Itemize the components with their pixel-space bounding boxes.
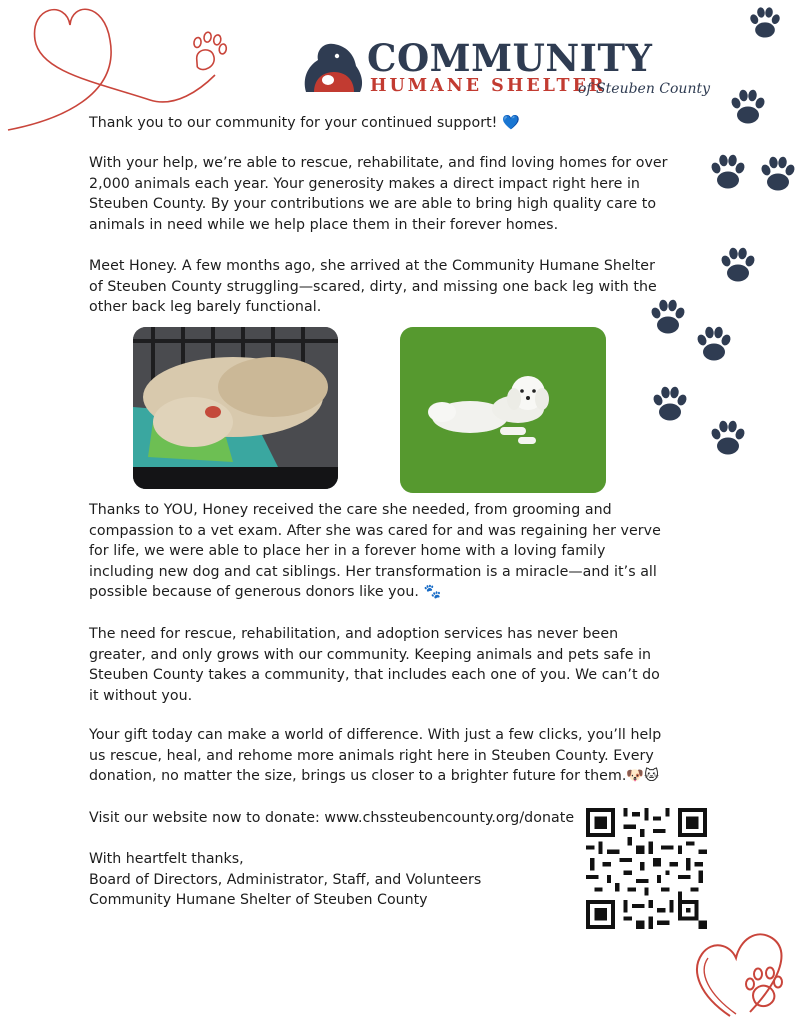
honey-after-photo — [400, 327, 606, 493]
donate-website-text: Visit our website now to donate: www.chssteubencounty.org/donate — [89, 810, 575, 826]
qr-code-icon[interactable] — [586, 808, 707, 929]
paw-icon — [650, 382, 690, 422]
need-paragraph: The need for rescue, rehabilitation, and adoption services has never been greater, and only grows with our community. Keeping animals and pets safe in Steuben County takes a community, that includes each one of you. We can’t do it without you. — [89, 626, 660, 704]
paw-icon — [708, 150, 748, 190]
signature-line-2: Community Humane Shelter of Steuben County — [89, 892, 428, 909]
honey-story-paragraph: Thanks to YOU, Honey received the care she needed, from grooming and compassion to a vet exam. After she was cared for and was regaining her verve for life, we were able to place her in a forever home with a loving family including new dog and cat siblings. Her transformation is a miracle—and it’s all possible because of generous donors like you. 🐾 — [89, 502, 661, 601]
signature-block — [89, 849, 481, 911]
dog-logo-icon — [300, 40, 366, 96]
logo-county: of Steuben County — [578, 81, 711, 97]
intro-paragraph: Thank you to our community for your continued support! 💙 — [89, 115, 520, 131]
logo-title: COMMUNITY — [367, 36, 653, 80]
closing-text: With heartfelt thanks, — [89, 851, 244, 867]
honey-intro-paragraph: Meet Honey. A few months ago, she arrived at the Community Humane Shelter of Steuben County struggling—scared, dirty, and missing one back leg with the other back leg barely functional. — [89, 258, 657, 316]
logo-subtitle: HUMANE SHELTER — [370, 76, 607, 96]
paw-icon — [758, 152, 798, 192]
honey-before-photo — [133, 327, 338, 489]
paw-icon — [708, 416, 748, 456]
paw-icon — [694, 322, 734, 362]
paw-icon — [728, 85, 768, 125]
paw-icon — [745, 4, 785, 38]
impact-paragraph: With your help, we’re able to rescue, rehabilitate, and find loving homes for over 2,000 animals each year. Your generosity makes a direct impact right here in Steuben County. By your contributions we are able to bring high quality care to animals in need while we help place them in their forever homes. — [89, 155, 668, 233]
signature-line-1: Board of Directors, Administrator, Staff, and Volunteers — [89, 871, 482, 888]
gift-paragraph: Your gift today can make a world of difference. With just a few clicks, you’ll help us rescue, heal, and rehome more animals right here in Steuben County. Every donation, no matter the size, brings us closer to a brighter future for them.🐶🐱 — [89, 727, 662, 785]
heart-paw-icon — [690, 916, 798, 1020]
paw-icon — [718, 243, 758, 283]
